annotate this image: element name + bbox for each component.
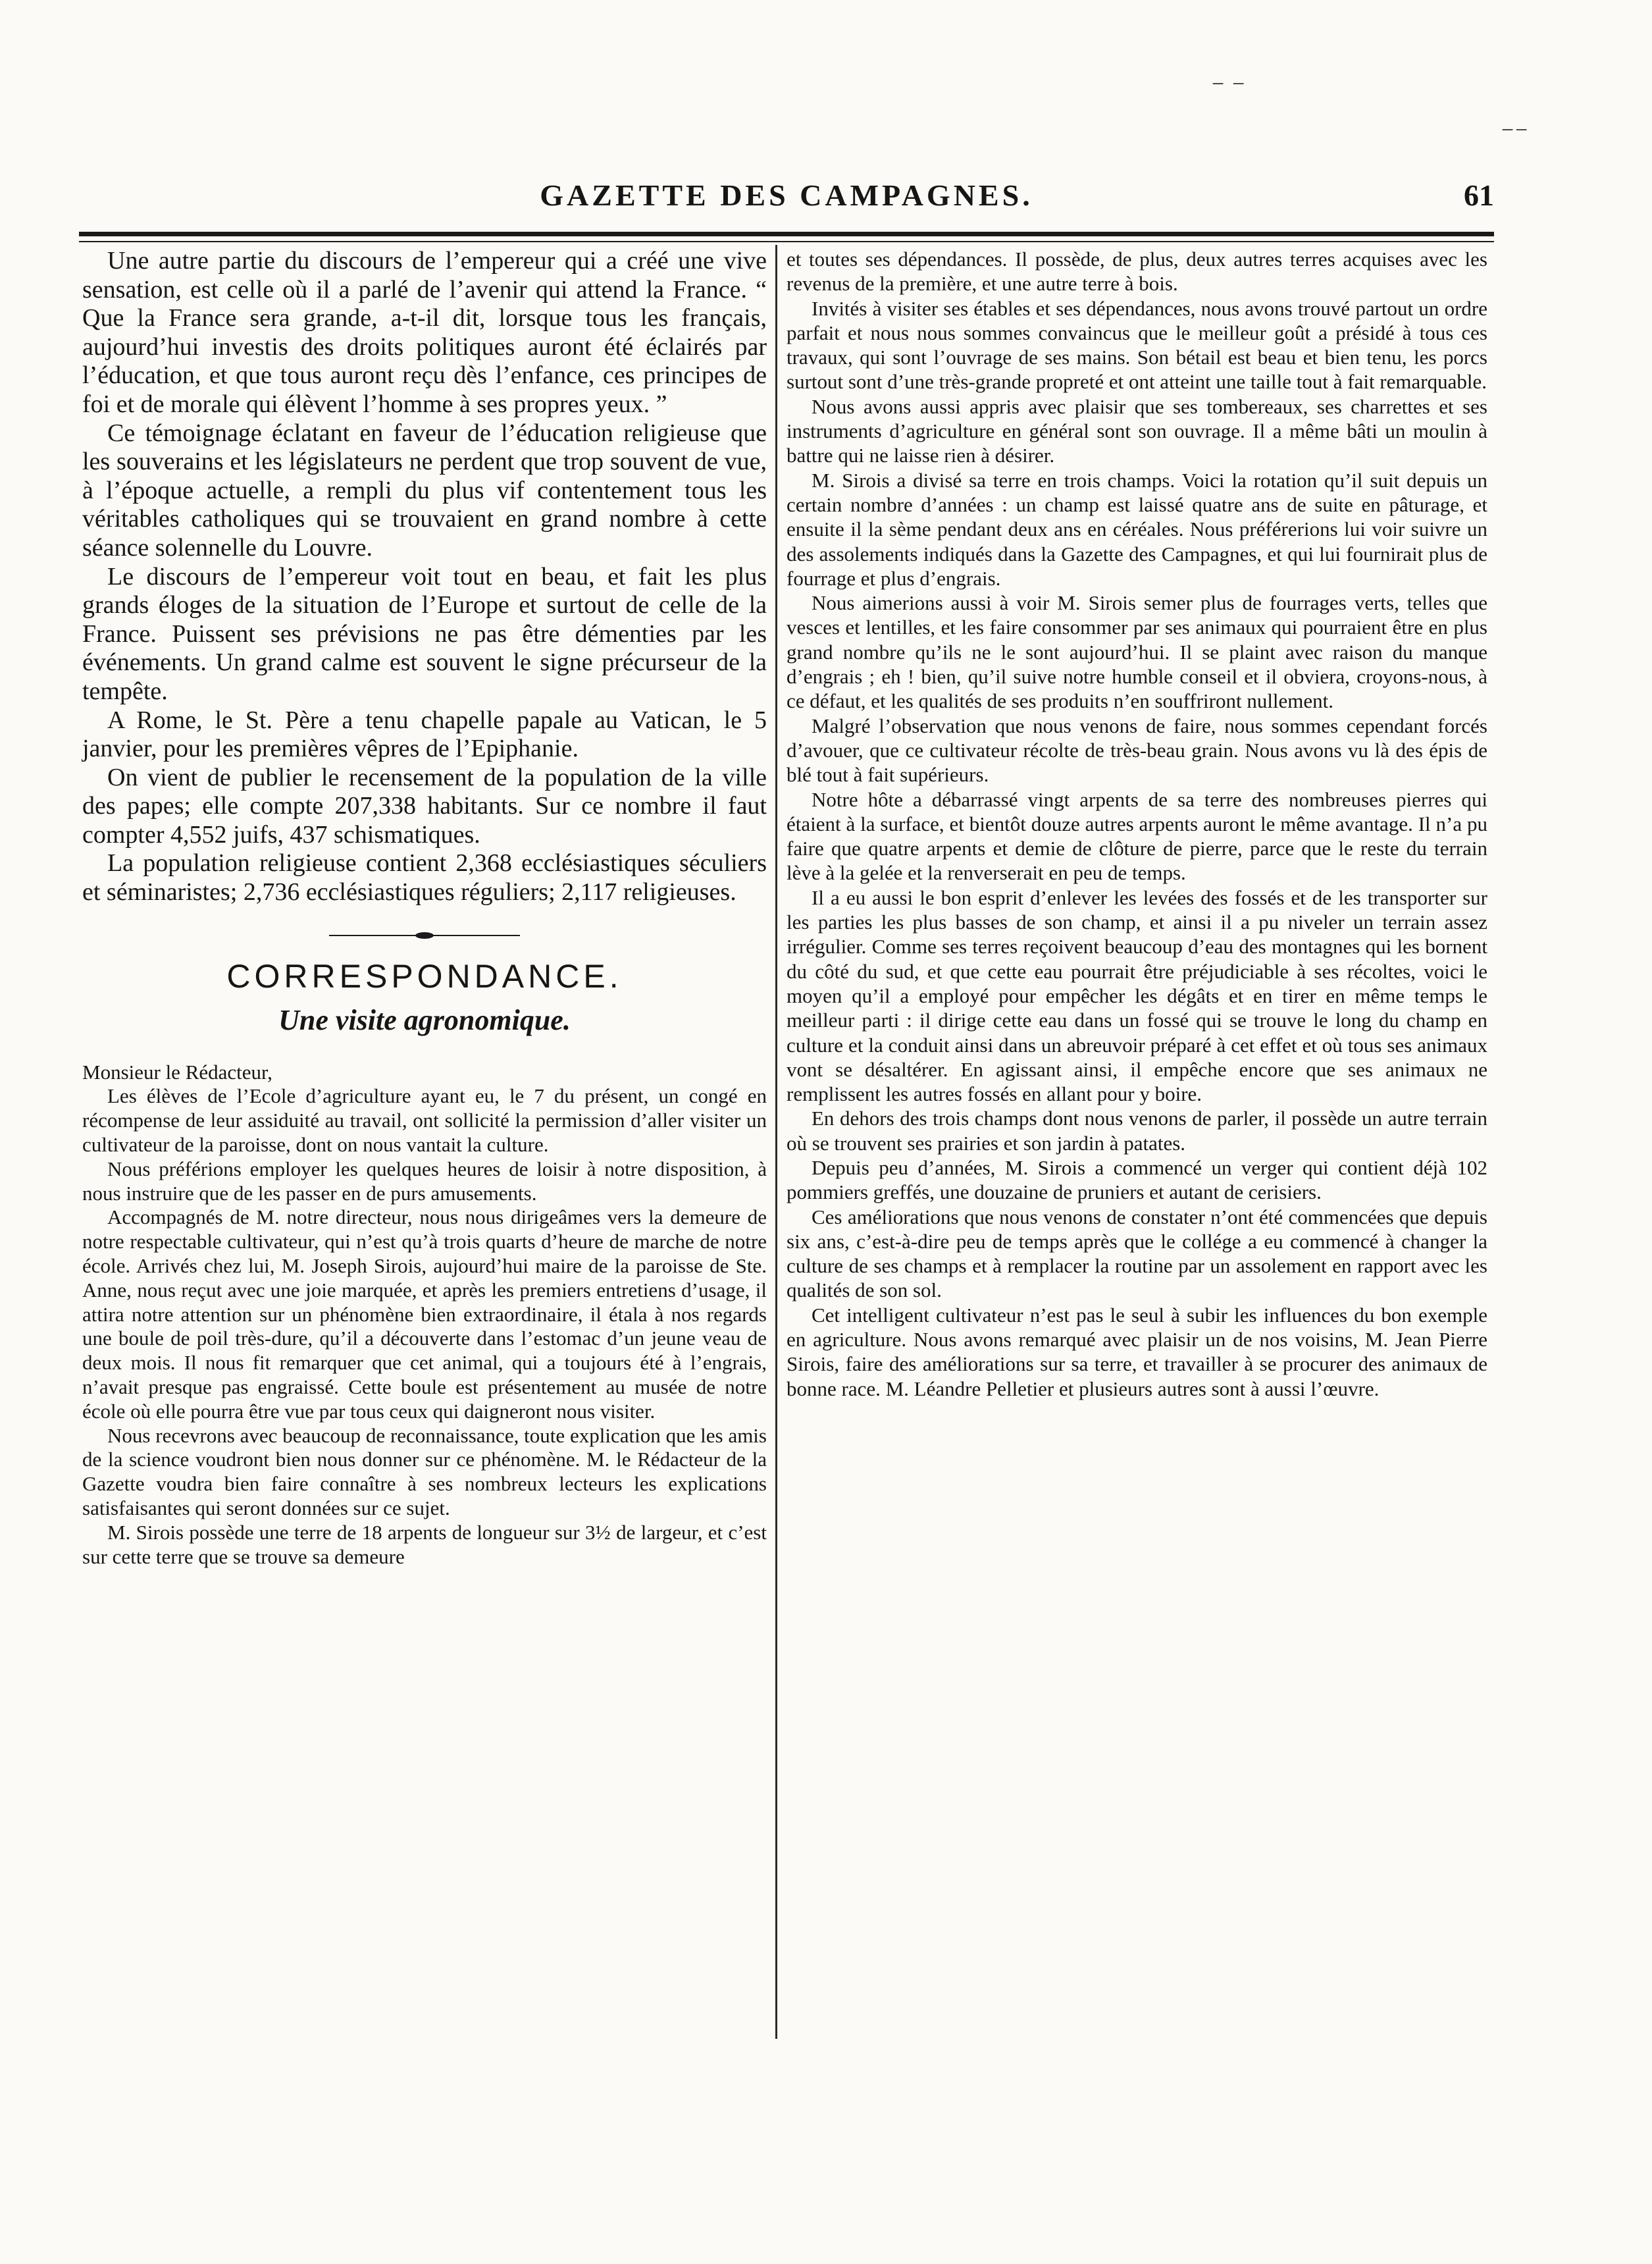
news-paragraph: A Rome, le St. Père a tenu chapelle papale au Vatican, le 5 janvier, pour les premières vêpres de l’Epiphanie. xyxy=(82,706,767,763)
article-paragraph: et toutes ses dépendances. Il possède, de plus, deux autres terres acquises avec les revenus de la première, et une autre terre à bois. xyxy=(787,248,1487,296)
letter-body xyxy=(82,1061,767,1569)
letter-paragraph: Les élèves de l’Ecole d’agriculture ayant eu, le 7 du présent, un congé en récompense de leur assiduité au travail, ont sollicité la permission d’aller visiter un cultivateur de la paroisse, dont on nous vantait la culture. xyxy=(82,1084,767,1157)
article-paragraph: En dehors des trois champs dont nous venons de parler, il possède un autre terrain où se trouvent ses prairies et son jardin à patates. xyxy=(787,1107,1487,1155)
header-rule-thin xyxy=(79,241,1494,242)
news-paragraph: Le discours de l’empereur voit tout en beau, et fait les plus grands éloges de la situation de l’Europe et surtout de celle de la France. Puissent ses prévisions ne pas être démenties par les événements. Un grand calme est souvent le signe précurseur de la tempête. xyxy=(82,562,767,705)
article-paragraph: Malgré l’observation que nous venons de faire, nous sommes cependant forcés d’avouer, que ce cultivateur récolte de très-beau grain. Nous avons vu là des épis de blé tout à fait supérieurs. xyxy=(787,714,1487,787)
left-column xyxy=(82,247,767,1569)
news-paragraph: Ce témoignage éclatant en faveur de l’éducation religieuse que les souverains et les législateurs ne perdent que trop souvent de vue, à l’époque actuelle, a rempli du plus vif contentement tous les véritables catholiques qui se trouvaient en grand nombre à cette séance solennelle du Louvre. xyxy=(82,419,767,562)
letter-paragraph: Nous recevrons avec beaucoup de reconnaissance, toute explication que les amis de la science voudront bien nous donner sur ce phénomène. M. le Rédacteur de la Gazette voudra bien faire connaître à ses nombreux lecteurs les explications satisfaisantes qui seront données sur ce sujet. xyxy=(82,1423,767,1519)
letter-paragraph: Accompagnés de M. notre directeur, nous nous dirigeâmes vers la demeure de notre respectable cultivateur, qui n’est qu’à trois quarts d’heure de marche de notre école. Arrivés chez lui, M. Joseph Sirois, aujourd’hui maire de la paroisse de Ste. Anne, nous reçut avec une joie marquée, et après les premiers entretiens d’usage, il attira notre attention sur un phénomène bien extraordinaire, il étala à nos regards une boule de poil très-dure, qu’il a découverte dans l’estomac d’un jeune veau de deux mois. Il nous fit remarquer que cet animal, qui a toujours été à l’engrais, n’avait presque pas engraissé. Cette boule est présentement au musée de notre école où elle pourra être vue par tous ceux qui daigneront nous visiter. xyxy=(82,1205,767,1423)
article-paragraph: Cet intelligent cultivateur n’est pas le seul à subir les influences du bon exemple en agriculture. Nous avons remarqué avec plaisir un de nos voisins, M. Jean Pierre Sirois, faire des améliorations sur sa terre, et travailler à se procurer des animaux de bonne race. M. Léandre Pelletier et plusieurs autres sont à aussi l’œuvre. xyxy=(787,1303,1487,1400)
article-paragraph: Ces améliorations que nous venons de constater n’ont été commencées que depuis six ans, c’est-à-dire peu de temps après que le collége a eu commencé à changer la culture de ses champs et à remplacer la routine par un assolement en rapport avec les qualités de son sol. xyxy=(787,1205,1487,1302)
header-rule xyxy=(79,232,1494,236)
article-paragraph: M. Sirois a divisé sa terre en trois champs. Voici la rotation qu’il suit depuis un certain nombre d’années : un champ est laissé quatre ans de suite en pâturage, et ensuite il la sème pendant deux ans en céréales. Nous préférerions lui voir suivre un des assolements indiqués dans la Gazette des Campagnes, et qui lui fournirait plus de fourrage et plus d’engrais. xyxy=(787,468,1487,590)
article-paragraph: Nous avons aussi appris avec plaisir que ses tombereaux, ses charrettes et ses instruments d’agriculture en général sont son ouvrage. Il a même bâti un moulin à battre qui ne laisse rien à désirer. xyxy=(787,394,1487,467)
news-paragraph: On vient de publier le recensement de la population de la ville des papes; elle compte 207,338 habitants. Sur ce nombre il faut compter 4,552 juifs, 437 schismatiques. xyxy=(82,763,767,849)
letter-paragraph: Nous préférions employer les quelques heures de loisir à notre disposition, à nous instruire que de les passer en de purs amusements. xyxy=(82,1157,767,1205)
news-paragraph: La population religieuse contient 2,368 ecclésiastiques séculiers et séminaristes; 2,736 ecclésiastiques réguliers; 2,117 religieuses. xyxy=(82,849,767,907)
stray-ink-mark: ⁻⁻ xyxy=(1501,119,1529,149)
letter-paragraph: M. Sirois possède une terre de 18 arpents de longueur sur 3½ de largeur, et c’est sur cette terre que se trouve sa demeure xyxy=(82,1520,767,1568)
salutation: Monsieur le Rédacteur, xyxy=(82,1060,272,1084)
page-number: 61 xyxy=(1464,178,1494,212)
article-paragraph: Nous aimerions aussi à voir M. Sirois semer plus de fourrages verts, telles que vesces et lentilles, et les faire consommer par ses animaux qui pourraient être en plus grand nombre qu’ils ne le sont aujourd’hui. Il se plaint avec raison du manque d’engrais ; eh ! bien, qu’il suive notre humble conseil et il obviera, croyons-nous, à ce défaut, et les qualités de ses produits n’en souffriront nullement. xyxy=(787,591,1487,713)
article-paragraph: Depuis peu d’années, M. Sirois a commencé un verger qui contient déjà 102 pommiers greffés, une douzaine de pruniers et autant de cerisiers. xyxy=(787,1155,1487,1204)
article-paragraph: Il a eu aussi le bon esprit d’enlever les levées des fossés et de les transporter sur les parties les plus basses de son champ, et ainsi il a pu niveler un terrain assez irrégulier. Comme ses terres reçoivent beaucoup d’eau des montagnes qui les bornent du côté du sud, et que cette eau pourrait être préjudiciable à ses récoltes, voici le moyen qu’il a employé pour empêcher les dégâts et en tirer en même temps le meilleur parti : il dirige cette eau dans un fossé qui se trouve le long du champ en culture et la conduit ainsi dans un abreuvoir préparé à cet effet et où tous ses animaux vont se désaltérer. En agissant ainsi, il empêche encore que ses animaux ne remplissent les autres fossés en allant pour y boire. xyxy=(787,885,1487,1106)
right-column xyxy=(787,247,1487,1401)
article-title: Une visite agronomique. xyxy=(278,1003,571,1036)
news-section xyxy=(82,247,767,907)
stray-ink-mark: ⁻ ⁻ xyxy=(1211,73,1246,103)
section-heading: CORRESPONDANCE. xyxy=(226,957,623,995)
column-divider xyxy=(775,245,777,2039)
article-paragraph: Notre hôte a débarrassé vingt arpents de sa terre des nombreuses pierres qui étaient à la surface, et bientôt douze autres arpents auront le même avantage. Il n’a pu faire que quatre arpents et demie de clôture de pierre, parce que le reste du terrain lève à la gelée et la renverserait en peu de temps. xyxy=(787,787,1487,885)
news-paragraph: Une autre partie du discours de l’empereur qui a créé une vive sensation, est celle où il a parlé de l’avenir qui attend la France. “ Que la France sera grande, a-t-il dit, lorsque tous les français, aujourd’hui investis des droits politiques auront été éclairés par l’éducation, et que tous auront reçu dès l’enfance, ces principes de foi et de morale qui élèvent l’homme à ses propres yeux. ” xyxy=(82,247,767,418)
running-title: GAZETTE DES CAMPAGNES. xyxy=(540,178,1033,212)
article-paragraph: Invités à visiter ses étables et ses dépendances, nous avons trouvé partout un ordre parfait et nous nous sommes convaincus que le meilleur goût a présidé à tous ces travaux, qui sont l’ouvrage de ses mains. Son bétail est beau et bien tenu, les porcs surtout sont d’une très-grande propreté et ont atteint une taille tout à fait remarquable. xyxy=(787,296,1487,394)
section-ornament xyxy=(329,932,520,939)
page-header xyxy=(79,178,1494,224)
